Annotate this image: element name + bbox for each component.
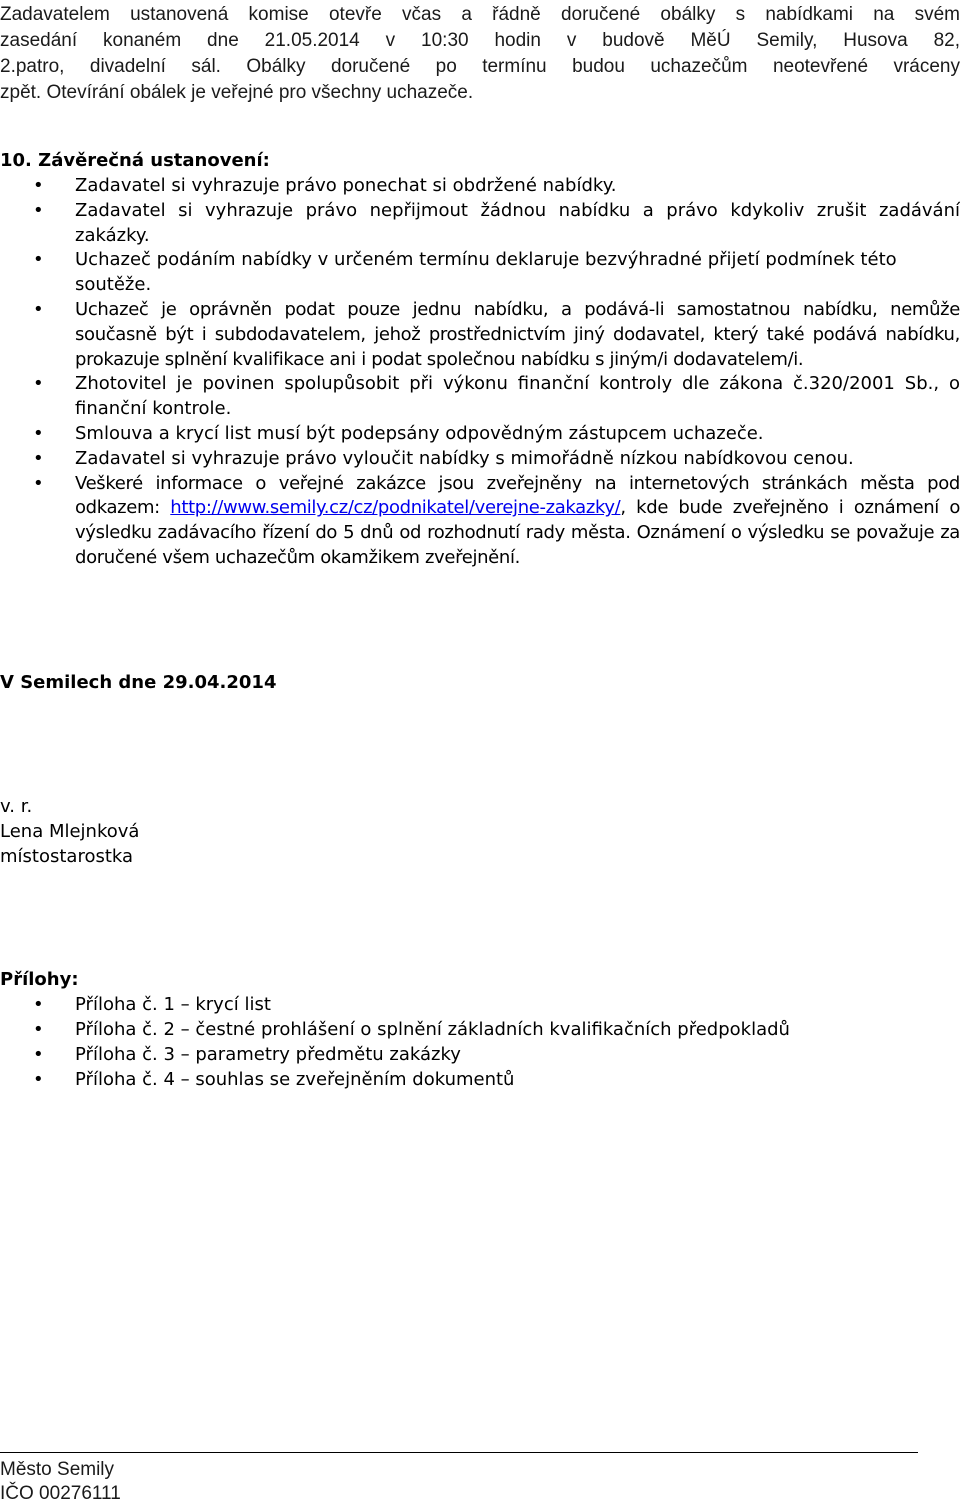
attachments-list	[0, 992, 790, 1092]
bullet-icon: •	[33, 175, 44, 196]
attachment-item: • Příloha č. 3 – parametry předmětu zakázky	[33, 1044, 461, 1065]
intro-line: Zadavatelem ustanovená komise otevře včas a řádně doručené obálky s nabídkami na svém	[0, 4, 960, 25]
bullet-icon: •	[33, 472, 44, 494]
list-item: • Veškeré informace o veřejné zakázce jsou zveřejněny na internetových stránkách města pod odkazem: http://www.semily.cz/cz/podnikatel/verejne-zakazky/, kde bude zveřejněno i oznámení o výsledku zadávacího řízení do 5 dnů od rozhodnutí rady města. Oznámení o výsledku se považuje za doručené všem uchazečům okamžikem zveřejnění.	[33, 472, 960, 568]
list-item: • Smlouva a krycí list musí být podepsány odpovědným zástupcem uchazeče.	[0, 422, 960, 447]
intro-line: zasedání konaném dne 21.05.2014 v 10:30 hodin v budově MěÚ Semily, Husova 82,	[0, 30, 960, 51]
bullet-icon: •	[33, 447, 44, 469]
signatory-role: místostarostka	[0, 846, 134, 867]
footer-org: Město Semily	[0, 1459, 115, 1480]
section-heading: 10. Závěrečná ustanovení:	[0, 150, 270, 171]
bullet-icon: •	[33, 1044, 44, 1065]
attachment-item: • Příloha č. 1 – krycí list	[33, 994, 271, 1015]
footer-ico: IČO 00276111	[0, 1483, 121, 1504]
final-provisions-list	[0, 174, 960, 571]
attachment-item: • Příloha č. 2 – čestné prohlášení o splnění základních kvalifikačních předpokladů	[33, 1019, 790, 1040]
bullet-icon: •	[33, 1069, 44, 1090]
signature-block	[0, 794, 139, 869]
attachments-heading: Přílohy:	[0, 969, 79, 990]
list-item: • Zadavatel si vyhrazuje právo nepřijmout žádnou nabídku a právo kdykoliv zrušit zadávání zakázky.	[33, 199, 960, 246]
list-item: • Zadavatel si vyhrazuje právo vyloučit nabídky s mimořádně nízkou nabídkovou cenou.	[0, 447, 960, 472]
tender-link[interactable]: http://www.semily.cz/cz/podnikatel/verejne-zakazky/	[170, 497, 621, 519]
bullet-icon: •	[33, 199, 44, 221]
bullet-icon: •	[33, 422, 44, 444]
bullet-icon: •	[33, 249, 44, 271]
footer-divider	[0, 1452, 918, 1453]
intro-paragraph	[0, 2, 960, 106]
bullet-icon: •	[33, 298, 44, 320]
list-item: • Zhotovitel je povinen spolupůsobit při výkonu finanční kontroly dle zákona č.320/2001 Sb., o finanční kontrole.	[33, 373, 960, 420]
bullet-icon: •	[33, 1019, 44, 1040]
list-item: • Uchazeč je oprávněn podat pouze jednu nabídku, a podává-li samostatnou nabídku, nemůže současně být i subdodavatelem, jehož prostřednictvím jiný dodavatel, který také podává nabídku, prokazuje splnění kvalifikace ani i podat společnou nabídku s jiným/i dodavatelem/i.	[33, 298, 960, 370]
date-line: V Semilech dne 29.04.2014	[0, 672, 277, 693]
footer	[0, 1458, 121, 1506]
intro-line: 2.patro, divadelní sál. Obálky doručené po termínu budou uchazečům neotevřené vráceny	[0, 56, 960, 77]
bullet-icon: •	[33, 373, 44, 395]
signatory-name: Lena Mlejnková	[0, 821, 140, 842]
intro-line: zpět. Otevírání obálek je veřejné pro všechny uchazeče.	[0, 82, 474, 103]
list-item: • Zadavatel si vyhrazuje právo ponechat si obdržené nabídky.	[0, 174, 960, 199]
list-item: • Uchazeč podáním nabídky v určeném termínu deklaruje bezvýhradné přijetí podmínek této soutěže.	[33, 249, 897, 296]
attachment-item: • Příloha č. 4 – souhlas se zveřejněním dokumentů	[33, 1069, 515, 1090]
signature-vr: v. r.	[0, 796, 33, 817]
bullet-icon: •	[33, 994, 44, 1015]
